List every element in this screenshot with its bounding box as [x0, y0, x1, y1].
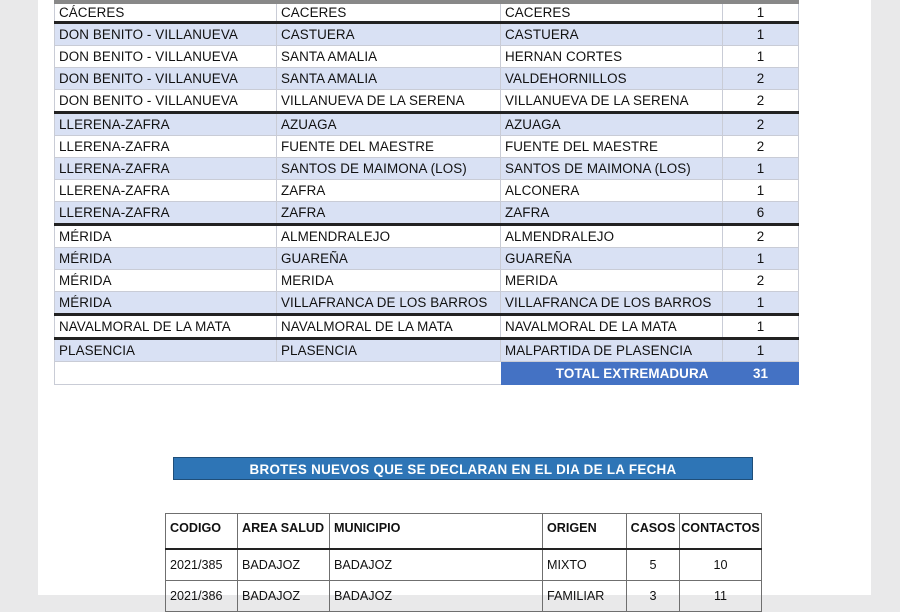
localidad-cell: SANTOS DE MAIMONA (LOS) [501, 158, 723, 180]
localidad-cell: MALPARTIDA DE PLASENCIA [501, 339, 723, 362]
table-row [55, 46, 799, 68]
area-cell: LLERENA-ZAFRA [55, 180, 277, 202]
origen-cell: MIXTO [543, 549, 627, 581]
municipio-cell: CASTUERA [277, 23, 501, 46]
header-casos: CASOS [627, 514, 680, 550]
header-area-salud: AREA SALUD [238, 514, 330, 550]
localidad-cell: ALMENDRALEJO [501, 225, 723, 248]
municipio-cell: GUAREÑA [277, 248, 501, 270]
localidad-cell: HERNAN CORTES [501, 46, 723, 68]
municipio-cell: SANTA AMALIA [277, 46, 501, 68]
area-cell: BADAJOZ [238, 549, 330, 581]
municipio-cell: BADAJOZ [330, 549, 543, 581]
table-row [55, 113, 799, 136]
header-municipio: MUNICIPIO [330, 514, 543, 550]
localidad-cell: AZUAGA [501, 113, 723, 136]
table-row [55, 68, 799, 90]
area-cell: DON BENITO - VILLANUEVA [55, 46, 277, 68]
area-cell: NAVALMORAL DE LA MATA [55, 315, 277, 339]
casos-cell: 2 [723, 136, 799, 158]
table-row [55, 2, 799, 23]
area-cell: BADAJOZ [238, 581, 330, 612]
casos-cell: 2 [723, 113, 799, 136]
casos-cell: 1 [723, 2, 799, 23]
municipio-cell: VILLAFRANCA DE LOS BARROS [277, 292, 501, 315]
localidad-cell: NAVALMORAL DE LA MATA [501, 315, 723, 339]
municipio-cell: NAVALMORAL DE LA MATA [277, 315, 501, 339]
localidad-cell: MERIDA [501, 270, 723, 292]
brotes-header-row [166, 514, 762, 550]
area-cell: LLERENA-ZAFRA [55, 113, 277, 136]
casos-cell: 1 [723, 158, 799, 180]
brotes-table [165, 513, 762, 612]
contactos-cell: 10 [680, 549, 762, 581]
table-row [55, 339, 799, 362]
casos-cell: 1 [723, 46, 799, 68]
cases-by-locality-table [54, 0, 799, 385]
table-row [55, 136, 799, 158]
casos-cell: 2 [723, 90, 799, 113]
codigo-cell: 2021/385 [166, 549, 238, 581]
casos-cell: 6 [723, 202, 799, 225]
table-row [55, 292, 799, 315]
municipio-cell: CACERES [277, 2, 501, 23]
area-cell: LLERENA-ZAFRA [55, 136, 277, 158]
municipio-cell: MERIDA [277, 270, 501, 292]
casos-cell: 3 [627, 581, 680, 612]
total-value: 31 [723, 362, 799, 385]
total-label: TOTAL EXTREMADURA [501, 362, 723, 385]
table-row [55, 270, 799, 292]
table-row [55, 315, 799, 339]
localidad-cell: GUAREÑA [501, 248, 723, 270]
municipio-cell: BADAJOZ [330, 581, 543, 612]
casos-cell: 2 [723, 225, 799, 248]
area-cell: DON BENITO - VILLANUEVA [55, 23, 277, 46]
header-codigo: CODIGO [166, 514, 238, 550]
municipio-cell: ALMENDRALEJO [277, 225, 501, 248]
area-cell: LLERENA-ZAFRA [55, 202, 277, 225]
table-row [166, 581, 762, 612]
casos-cell: 1 [723, 292, 799, 315]
casos-cell: 1 [723, 248, 799, 270]
municipio-cell: SANTOS DE MAIMONA (LOS) [277, 158, 501, 180]
brotes-section-title: BROTES NUEVOS QUE SE DECLARAN EN EL DIA DE LA FECHA [173, 457, 753, 480]
localidad-cell: FUENTE DEL MAESTRE [501, 136, 723, 158]
area-cell: MÉRIDA [55, 248, 277, 270]
total-blank-cell [55, 362, 501, 385]
localidad-cell: ZAFRA [501, 202, 723, 225]
header-contactos: CONTACTOS [680, 514, 762, 550]
area-cell: PLASENCIA [55, 339, 277, 362]
casos-cell: 5 [627, 549, 680, 581]
area-cell: MÉRIDA [55, 292, 277, 315]
municipio-cell: FUENTE DEL MAESTRE [277, 136, 501, 158]
origen-cell: FAMILIAR [543, 581, 627, 612]
table-row [55, 23, 799, 46]
localidad-cell: CACERES [501, 2, 723, 23]
contactos-cell: 11 [680, 581, 762, 612]
localidad-cell: VALDEHORNILLOS [501, 68, 723, 90]
area-cell: DON BENITO - VILLANUEVA [55, 90, 277, 113]
casos-cell: 1 [723, 339, 799, 362]
casos-cell: 2 [723, 270, 799, 292]
municipio-cell: VILLANUEVA DE LA SERENA [277, 90, 501, 113]
casos-cell: 1 [723, 180, 799, 202]
municipio-cell: PLASENCIA [277, 339, 501, 362]
area-cell: MÉRIDA [55, 270, 277, 292]
table-row [55, 225, 799, 248]
table-row [166, 549, 762, 581]
municipio-cell: ZAFRA [277, 202, 501, 225]
casos-cell: 1 [723, 315, 799, 339]
header-origen: ORIGEN [543, 514, 627, 550]
table-row [55, 90, 799, 113]
area-cell: MÉRIDA [55, 225, 277, 248]
table-row [55, 202, 799, 225]
codigo-cell: 2021/386 [166, 581, 238, 612]
area-cell: DON BENITO - VILLANUEVA [55, 68, 277, 90]
municipio-cell: ZAFRA [277, 180, 501, 202]
casos-cell: 1 [723, 23, 799, 46]
table-row [55, 248, 799, 270]
area-cell: CÁCERES [55, 2, 277, 23]
table-row [55, 158, 799, 180]
table-row [55, 180, 799, 202]
municipio-cell: AZUAGA [277, 113, 501, 136]
municipio-cell: SANTA AMALIA [277, 68, 501, 90]
casos-cell: 2 [723, 68, 799, 90]
localidad-cell: CASTUERA [501, 23, 723, 46]
localidad-cell: VILLAFRANCA DE LOS BARROS [501, 292, 723, 315]
total-row [55, 362, 799, 385]
area-cell: LLERENA-ZAFRA [55, 158, 277, 180]
localidad-cell: VILLANUEVA DE LA SERENA [501, 90, 723, 113]
localidad-cell: ALCONERA [501, 180, 723, 202]
